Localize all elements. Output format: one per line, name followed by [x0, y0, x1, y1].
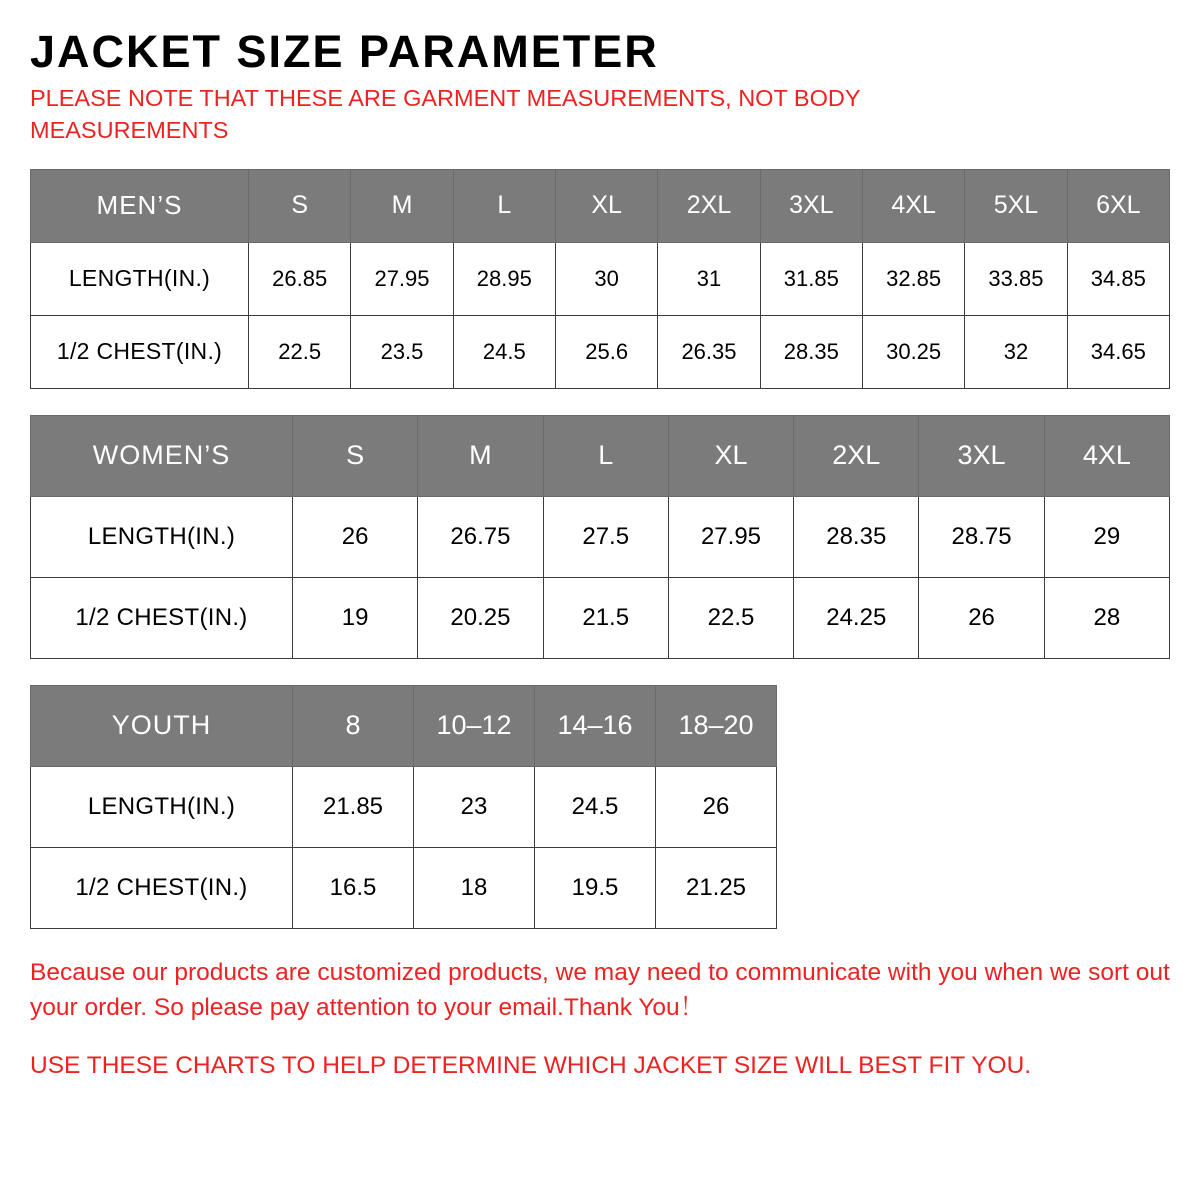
- measurement-cell: 28.35: [760, 315, 862, 388]
- table-header-row: [31, 415, 1170, 496]
- womens-size-table: [30, 415, 1170, 659]
- size-header-cell: 3XL: [760, 169, 862, 242]
- measurement-cell: 26: [656, 766, 777, 847]
- size-header-cell: 8: [293, 685, 414, 766]
- measurement-cell: 28.75: [919, 496, 1044, 577]
- measurement-cell: 23: [414, 766, 535, 847]
- womens-table-label: WOMEN’S: [31, 415, 293, 496]
- measurement-cell: 28: [1044, 577, 1169, 658]
- measurement-cell: 31: [658, 242, 760, 315]
- measurement-cell: 16.5: [293, 847, 414, 928]
- size-header-cell: XL: [555, 169, 657, 242]
- youth-size-table: [30, 685, 777, 929]
- table-row: [31, 496, 1170, 577]
- measurement-cell: 21.25: [656, 847, 777, 928]
- measurement-cell: 22.5: [249, 315, 351, 388]
- row-label: LENGTH(IN.): [31, 496, 293, 577]
- table-row: [31, 315, 1170, 388]
- measurement-cell: 26: [919, 577, 1044, 658]
- measurement-cell: 19: [293, 577, 418, 658]
- row-label: 1/2 CHEST(IN.): [31, 315, 249, 388]
- measurement-cell: 34.85: [1067, 242, 1169, 315]
- size-header-cell: L: [453, 169, 555, 242]
- measurement-cell: 19.5: [535, 847, 656, 928]
- row-label: 1/2 CHEST(IN.): [31, 847, 293, 928]
- size-header-cell: L: [543, 415, 668, 496]
- measurement-cell: 27.95: [351, 242, 453, 315]
- measurement-cell: 24.25: [794, 577, 919, 658]
- measurement-cell: 25.6: [555, 315, 657, 388]
- measurement-cell: 32.85: [862, 242, 964, 315]
- table-header-row: [31, 169, 1170, 242]
- size-header-cell: 3XL: [919, 415, 1044, 496]
- customization-notice: Because our products are customized products, we may need to communicate with you when we sort out your order. So please pay attention to your email.Thank You！: [30, 958, 1170, 1022]
- table-row: [31, 766, 777, 847]
- measurement-cell: 28.95: [453, 242, 555, 315]
- size-header-cell: 18–20: [656, 685, 777, 766]
- row-label: LENGTH(IN.): [31, 766, 293, 847]
- measurement-cell: 34.65: [1067, 315, 1169, 388]
- measurement-cell: 24.5: [453, 315, 555, 388]
- measurement-cell: 22.5: [668, 577, 793, 658]
- size-header-cell: S: [249, 169, 351, 242]
- row-label: 1/2 CHEST(IN.): [31, 577, 293, 658]
- size-header-cell: 10–12: [414, 685, 535, 766]
- table-row: [31, 242, 1170, 315]
- row-label: LENGTH(IN.): [31, 242, 249, 315]
- measurement-cell: 26: [293, 496, 418, 577]
- measurement-cell: 26.75: [418, 496, 543, 577]
- size-header-cell: XL: [668, 415, 793, 496]
- measurement-cell: 32: [965, 315, 1067, 388]
- measurement-cell: 30: [555, 242, 657, 315]
- mens-table-label: MEN’S: [31, 169, 249, 242]
- mens-size-table: [30, 169, 1170, 389]
- measurement-cell: 24.5: [535, 766, 656, 847]
- measurement-note: PLEASE NOTE THAT THESE ARE GARMENT MEASUREMENTS, NOT BODY MEASUREMENTS: [30, 85, 861, 143]
- measurement-cell: 33.85: [965, 242, 1067, 315]
- measurement-cell: 26.35: [658, 315, 760, 388]
- measurement-cell: 30.25: [862, 315, 964, 388]
- measurement-cell: 18: [414, 847, 535, 928]
- measurement-cell: 21.5: [543, 577, 668, 658]
- size-header-cell: 4XL: [1044, 415, 1169, 496]
- size-header-cell: 6XL: [1067, 169, 1169, 242]
- measurement-cell: 27.5: [543, 496, 668, 577]
- table-row: [31, 577, 1170, 658]
- size-header-cell: 2XL: [794, 415, 919, 496]
- size-header-cell: 2XL: [658, 169, 760, 242]
- table-row: [31, 847, 777, 928]
- measurement-cell: 27.95: [668, 496, 793, 577]
- size-header-cell: 14–16: [535, 685, 656, 766]
- page-title: JACKET SIZE PARAMETER: [30, 26, 659, 77]
- size-header-cell: S: [293, 415, 418, 496]
- measurement-cell: 23.5: [351, 315, 453, 388]
- size-header-cell: 5XL: [965, 169, 1067, 242]
- youth-table-label: YOUTH: [31, 685, 293, 766]
- size-header-cell: 4XL: [862, 169, 964, 242]
- measurement-cell: 31.85: [760, 242, 862, 315]
- size-header-cell: M: [418, 415, 543, 496]
- measurement-cell: 20.25: [418, 577, 543, 658]
- size-header-cell: M: [351, 169, 453, 242]
- table-header-row: [31, 685, 777, 766]
- measurement-cell: 29: [1044, 496, 1169, 577]
- chart-usage-notice: USE THESE CHARTS TO HELP DETERMINE WHICH JACKET SIZE WILL BEST FIT YOU.: [30, 1051, 1032, 1079]
- measurement-cell: 26.85: [249, 242, 351, 315]
- measurement-cell: 21.85: [293, 766, 414, 847]
- measurement-cell: 28.35: [794, 496, 919, 577]
